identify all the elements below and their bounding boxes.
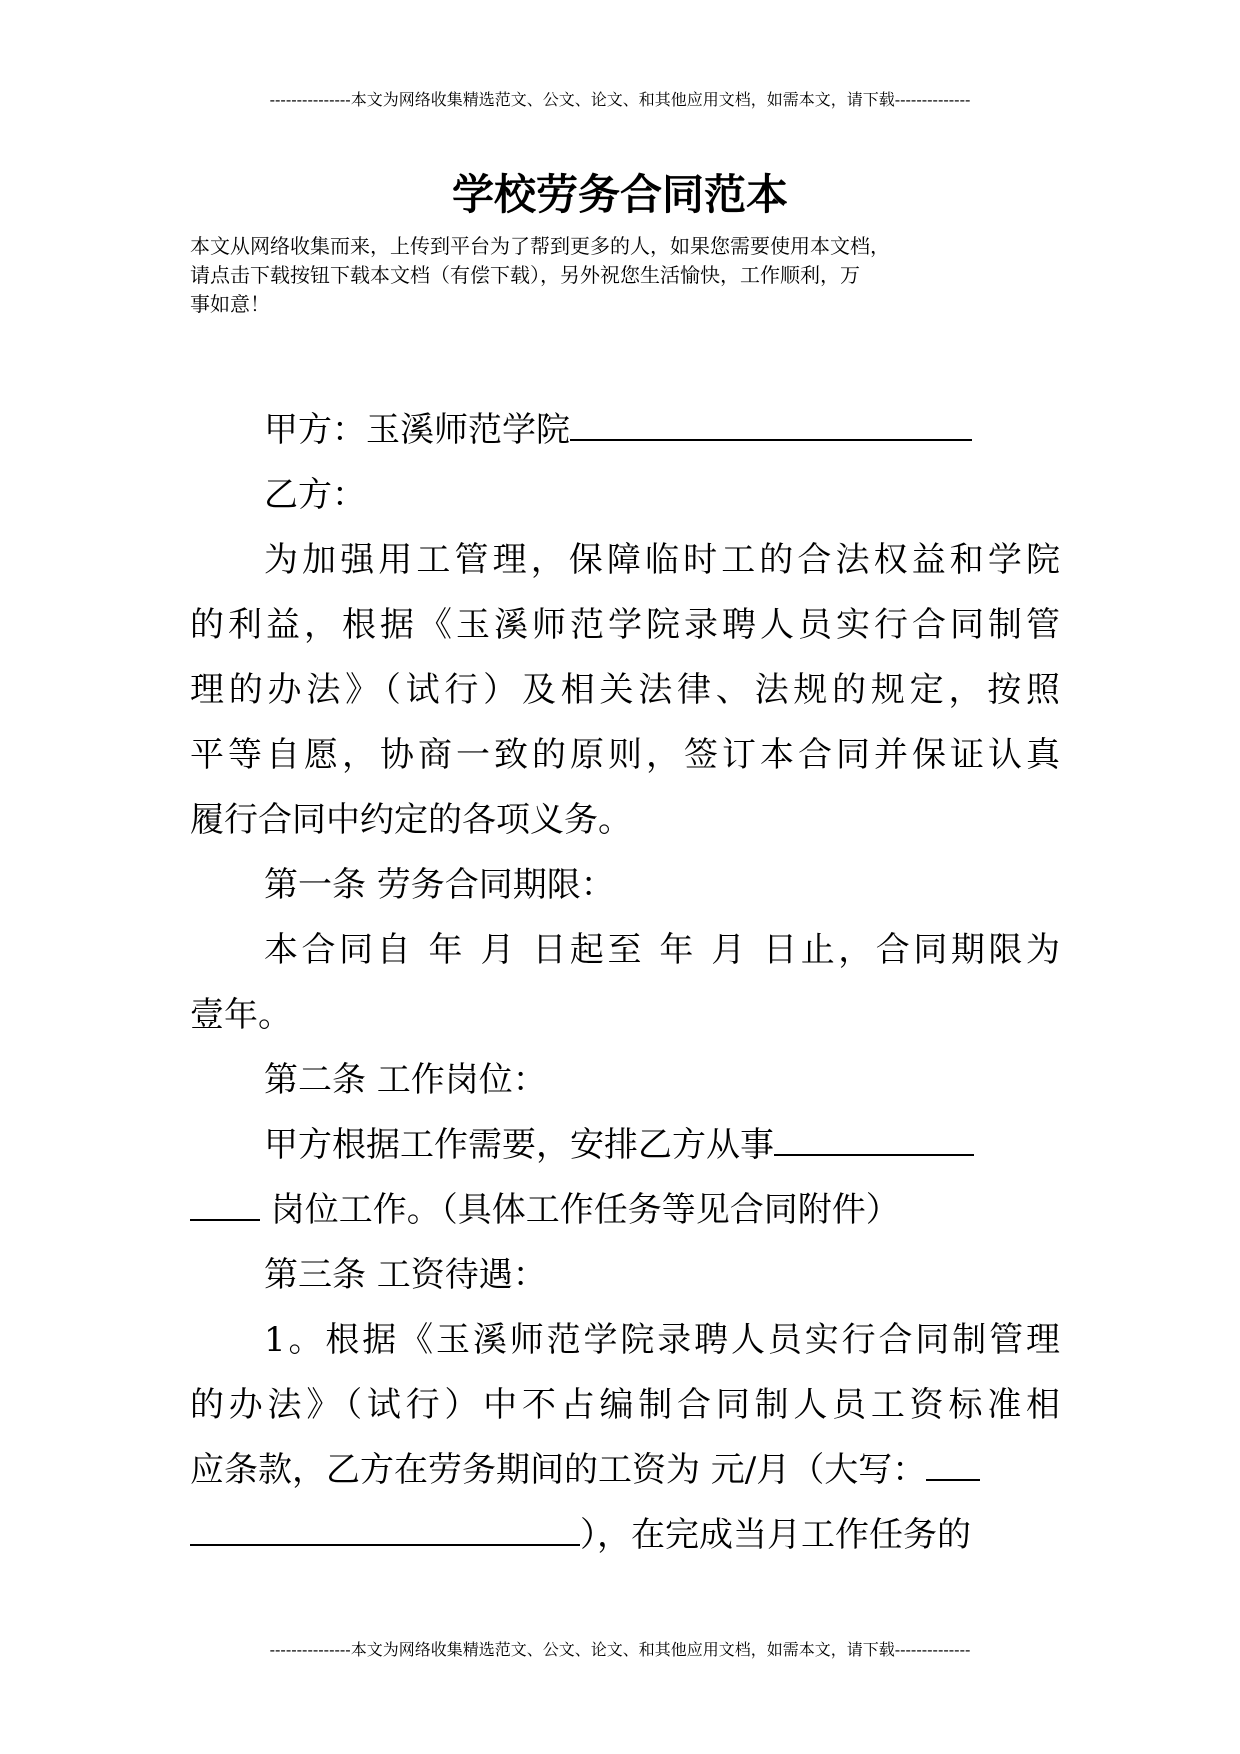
document-title: 学校劳务合同范本 [451,170,788,219]
article1-line: 壹年。 [190,995,292,1035]
article2-line [190,1178,1060,1243]
article2-text: 岗位工作。（具体工作任务等见合同附件） [260,1190,900,1230]
preamble-line: 履行合同中约定的各项义务。 [190,800,632,840]
post-blank-cont [190,1187,260,1221]
article3-title: 第三条 工资待遇： [264,1255,547,1295]
contract-body [190,398,1060,1568]
party-b-line: 乙方： [264,475,366,515]
article3-line: 的办法》（试行）中不占编制合同制人员工资标准相 [190,1385,1060,1425]
page-footer-note: ---------------本文为网络收集精选范文、公文、论文、和其他应用文档，如需本文，请下载-------------- [269,1640,971,1659]
party-a-line [190,398,1060,463]
intro-line: 本文从网络收集而来，上传到平台为了帮到更多的人，如果您需要使用本文档， [190,234,890,258]
article2-line [190,1113,1060,1178]
article1-title: 第一条 劳务合同期限： [264,865,615,905]
intro-note [190,232,1070,319]
post-blank [774,1122,974,1156]
preamble-line: 为加强用工管理，保障临时工的合法权益和学院 [264,540,1060,580]
article2-text: 甲方根据工作需要，安排乙方从事 [264,1125,774,1165]
article1-line: 本合同自 年 月 日起至 年 月 日止，合同期限为 [264,930,1060,970]
page-header-note: ---------------本文为网络收集精选范文、公文、论文、和其他应用文档，如需本文，请下载-------------- [269,90,971,109]
wage-blank-cont [190,1512,580,1546]
party-a-blank [570,407,972,441]
article3-text: 应条款，乙方在劳务期间的工资为 元/月（大写： [190,1450,927,1490]
article3-line: 1。根据《玉溪师范学院录聘人员实行合同制管理 [264,1320,1060,1360]
article3-line [190,1503,1060,1568]
wage-blank [926,1447,980,1481]
article3-line [190,1438,1060,1503]
intro-line: 事如意！ [190,292,270,316]
preamble-line: 理的办法》（试行）及相关法律、法规的规定，按照 [190,670,1060,710]
preamble-line: 的利益，根据《玉溪师范学院录聘人员实行合同制管 [190,605,1060,645]
party-a-label: 甲方：玉溪师范学院 [264,410,570,450]
article3-text: ），在完成当月工作任务的 [580,1515,971,1555]
article2-title: 第二条 工作岗位： [264,1060,547,1100]
intro-line: 请点击下载按钮下载本文档（有偿下载），另外祝您生活愉快，工作顺利，万 [190,263,860,287]
preamble-line: 平等自愿，协商一致的原则，签订本合同并保证认真 [190,735,1060,775]
